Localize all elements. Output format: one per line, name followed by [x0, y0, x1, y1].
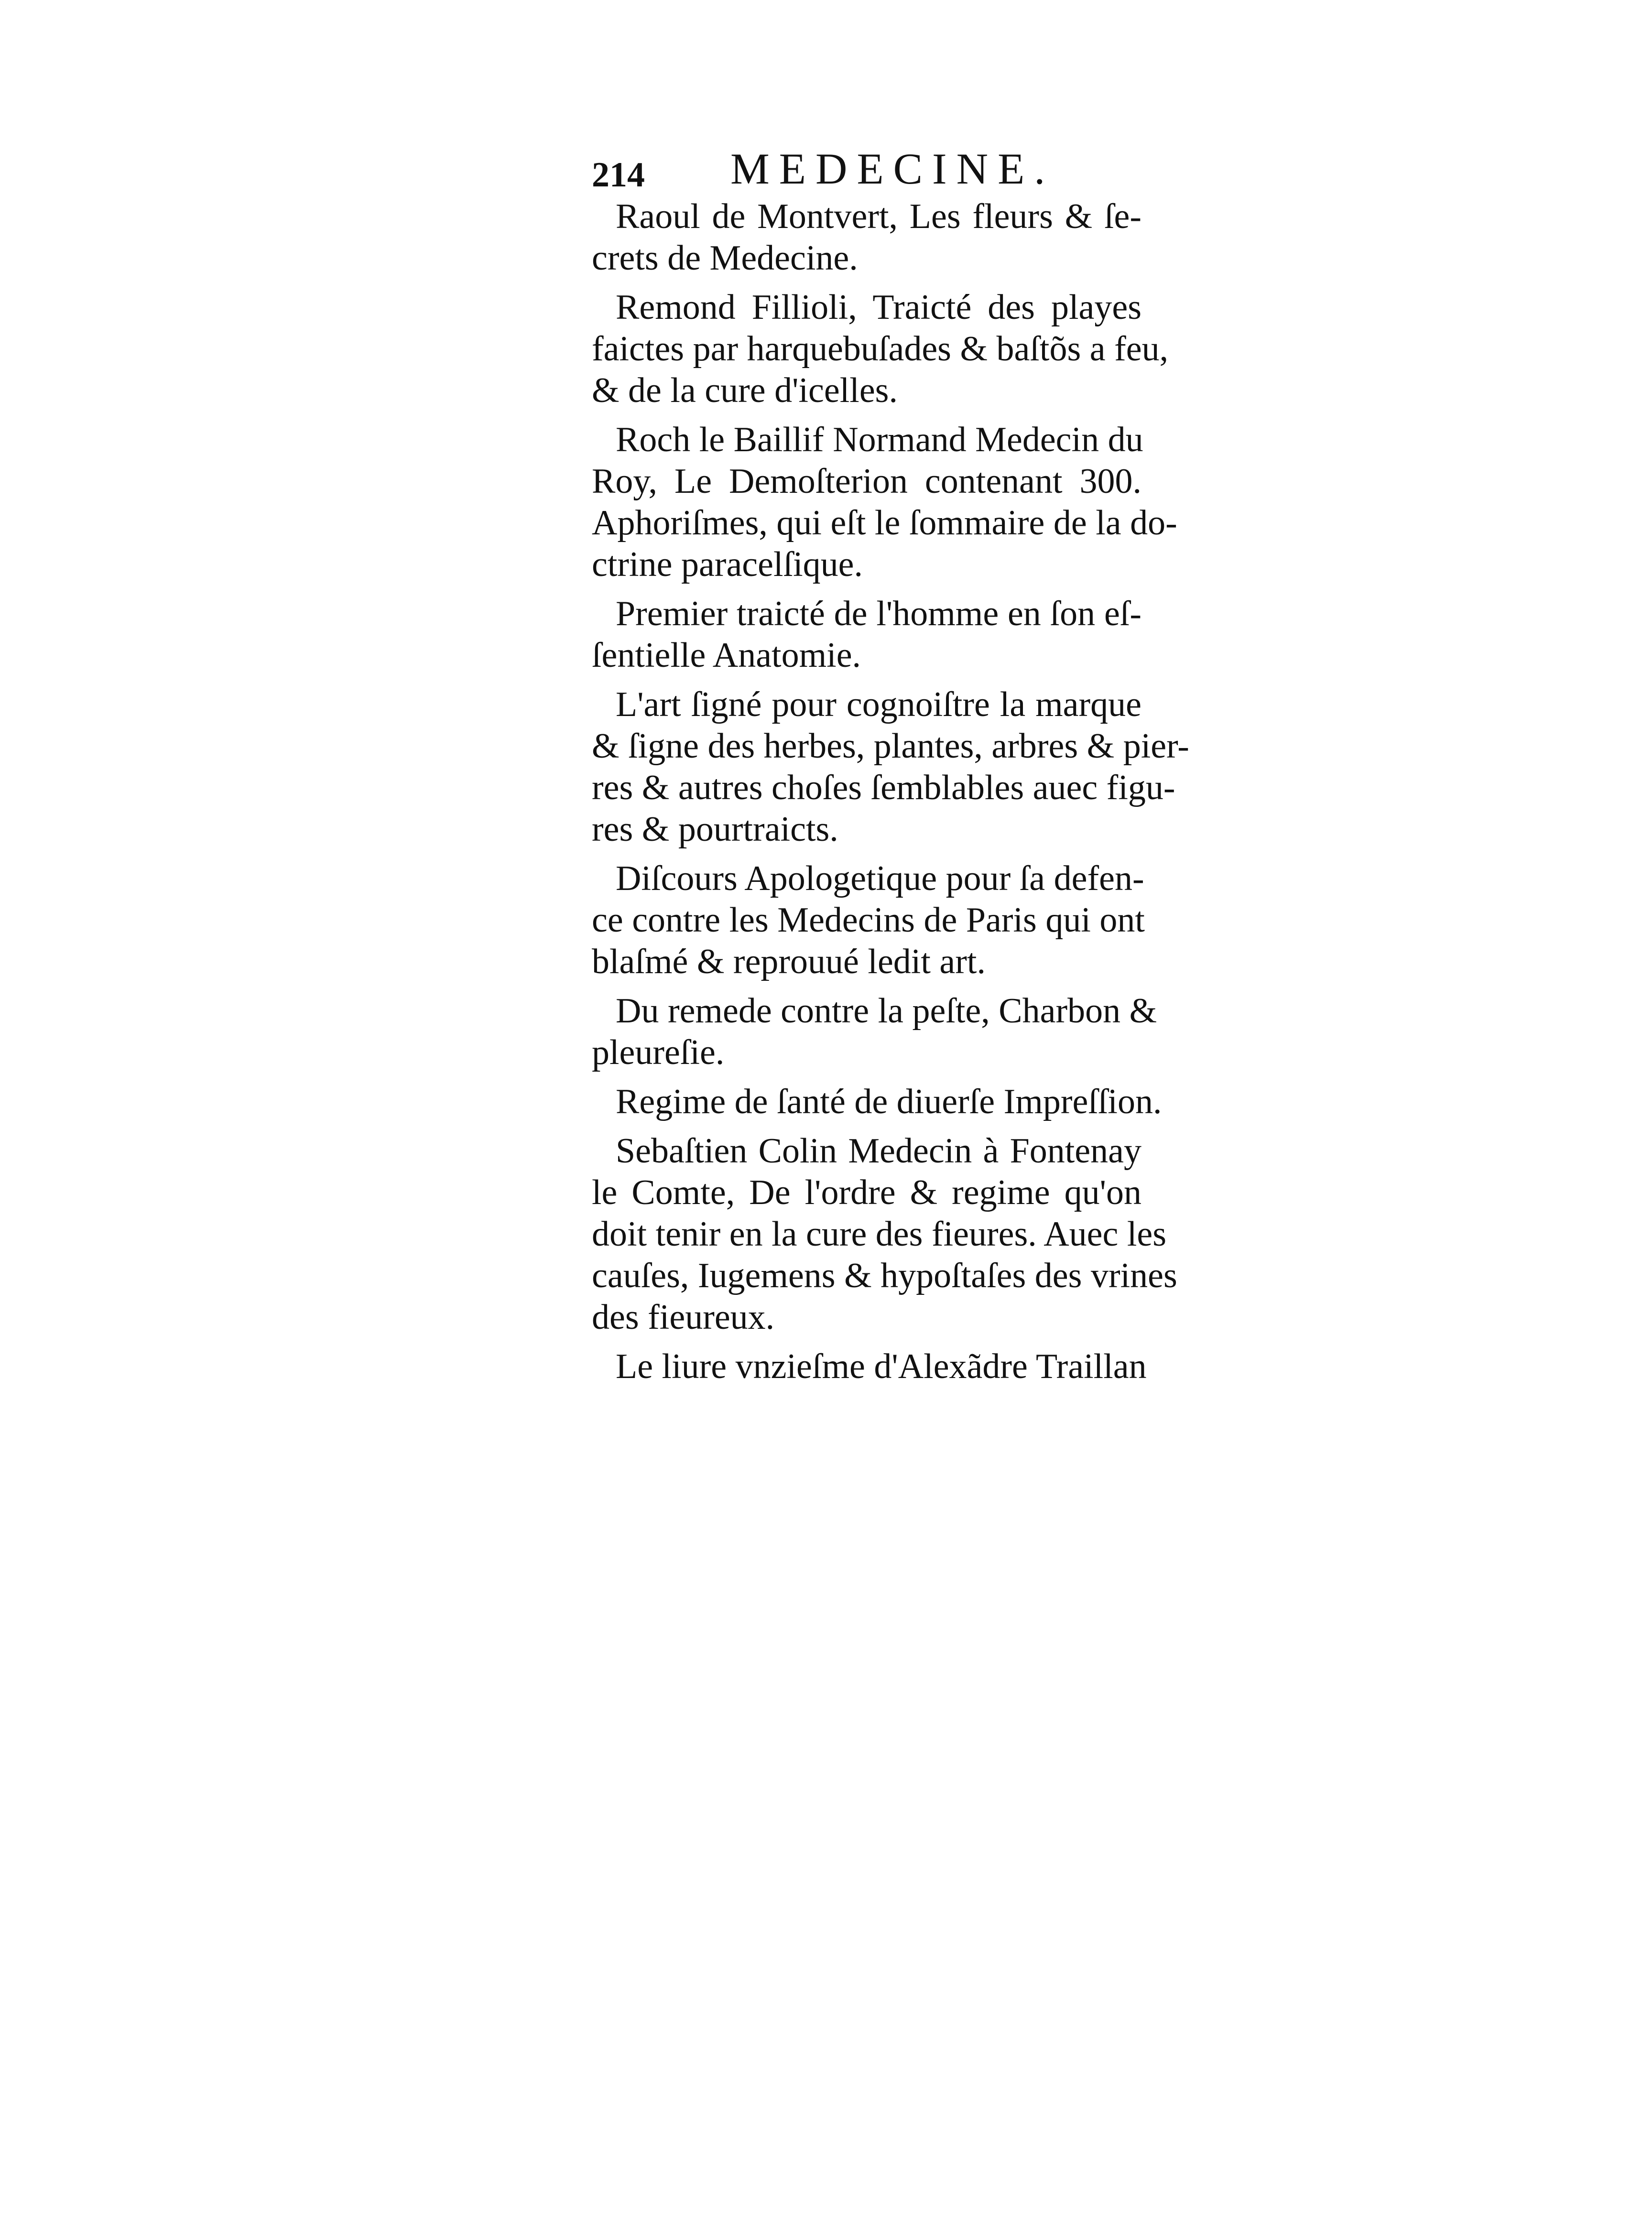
entry-sebastien-colin	[592, 1130, 1177, 1338]
entry-line: Sebaſtien Colin Medecin à Fontenay	[616, 1131, 1141, 1171]
entry-le-liure-vnziesme	[592, 1346, 1147, 1388]
entry-line: res & pourtraicts.	[592, 810, 838, 849]
entry-line: ce contre les Medecins de Paris qui ont	[592, 901, 1145, 940]
entry-remond-fillioli	[592, 287, 1169, 412]
entry-line: le Comte, De l'ordre & regime qu'on	[592, 1173, 1141, 1212]
entry-line: des fieureux.	[592, 1298, 775, 1337]
page-number: 214	[592, 155, 645, 195]
entry-line: Aphoriſmes, qui eſt le ſommaire de la do-	[592, 503, 1177, 543]
entry-line: Roy, Le Demoſterion contenant 300.	[592, 462, 1141, 501]
entry-discours-apologetique	[592, 858, 1145, 983]
entry-line: Premier traicté de l'homme en ſon eſ-	[616, 594, 1141, 633]
entry-line: Le liure vnzieſme d'Alexãdre Traillan	[616, 1347, 1147, 1386]
entry-line: Du remede contre la peſte, Charbon &	[616, 991, 1157, 1031]
entry-premier-traicte	[592, 593, 1141, 676]
running-head	[592, 143, 1141, 196]
entry-roch-le-baillif	[592, 419, 1177, 586]
entry-line: ſentielle Anatomie.	[592, 636, 861, 675]
entry-raoul-de-montvert	[592, 196, 1141, 279]
entry-line: crets de Medecine.	[592, 239, 858, 278]
entry-line: blaſmé & reprouué ledit art.	[592, 942, 986, 981]
entry-line: cauſes, Iugemens & hypoſtaſes des vrines	[592, 1256, 1177, 1295]
entry-line: Remond Fillioli, Traicté des playes	[616, 288, 1141, 327]
entry-line: faictes par harquebuſades & baſtõs a feu,	[592, 329, 1169, 369]
entry-line: res & autres choſes ſemblables auec figu-	[592, 768, 1175, 807]
entry-line: pleureſie.	[592, 1033, 725, 1072]
entry-regime-de-sante	[592, 1081, 1162, 1123]
entry-line: Diſcours Apologetique pour ſa defen-	[616, 859, 1144, 898]
entry-line: Regime de ſanté de diuerſe Impreſſion.	[616, 1082, 1162, 1121]
entry-line: doit tenir en la cure des fieures. Auec les	[592, 1215, 1167, 1254]
entry-line: Roch le Baillif Normand Medecin du	[616, 420, 1143, 459]
entry-line: Raoul de Montvert, Les fleurs & ſe-	[616, 197, 1141, 236]
entry-du-remede	[592, 990, 1157, 1074]
text-block	[592, 143, 1189, 1395]
entry-l-art-signe	[592, 684, 1189, 850]
running-title: MEDECINE.	[730, 144, 1055, 193]
entry-line: & ſigne des herbes, plantes, arbres & pier-	[592, 727, 1189, 766]
entry-line: ctrine paracelſique.	[592, 545, 863, 584]
entry-line: L'art ſigné pour cognoiſtre la marque	[616, 685, 1141, 724]
entry-line: & de la cure d'icelles.	[592, 371, 898, 410]
